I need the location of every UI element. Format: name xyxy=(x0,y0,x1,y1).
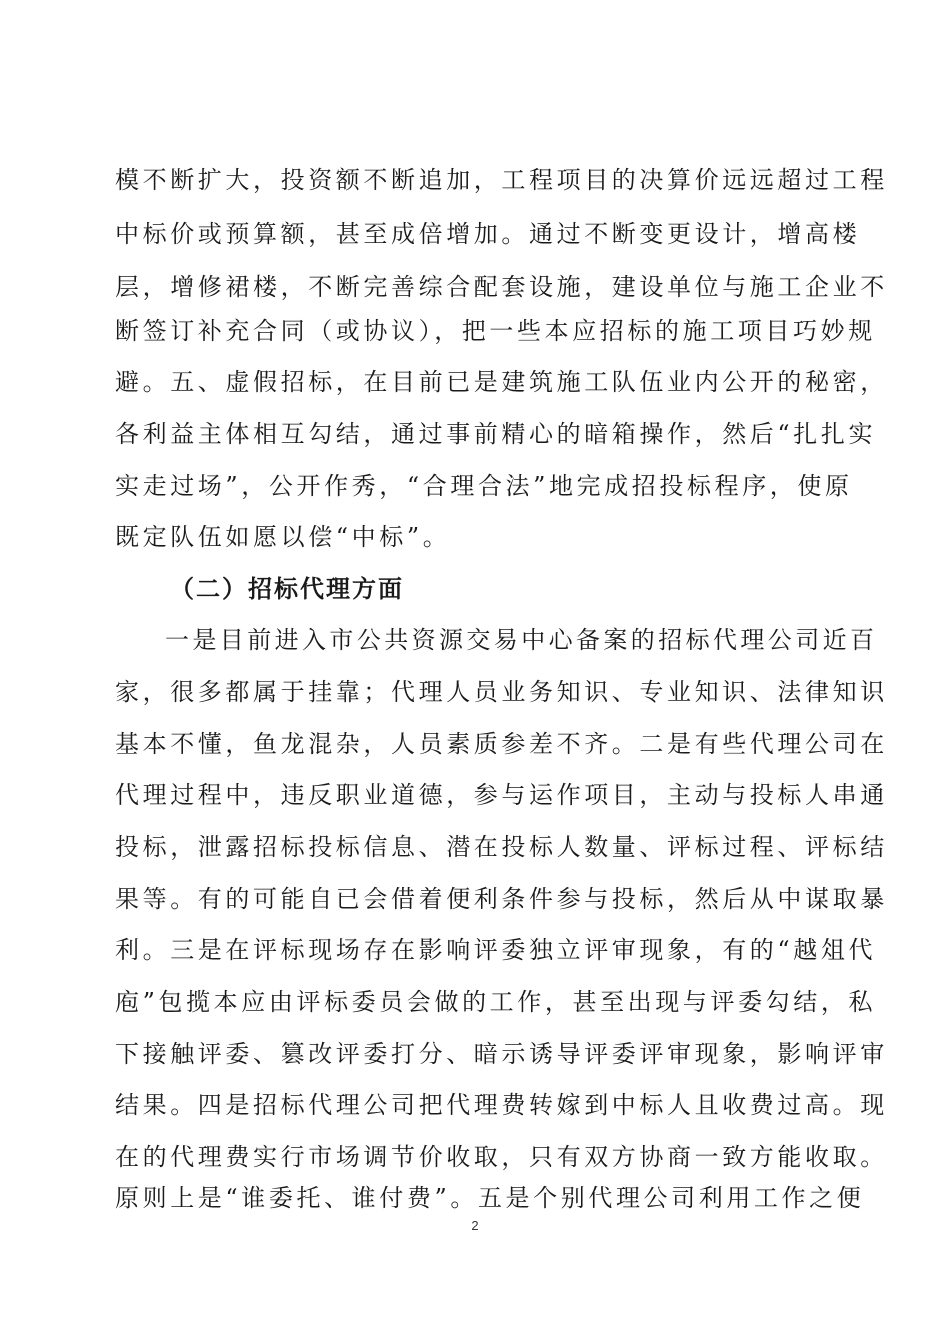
body-text-line: 投标，泄露招标投标信息、潜在投标人数量、评标过程、评标结 xyxy=(115,833,888,861)
body-text-line: 庖”包揽本应由评标委员会做的工作，甚至出现与评委勾结，私 xyxy=(115,988,877,1016)
body-text-line: 中标价或预算额，甚至成倍增加。通过不断变更设计，增高楼 xyxy=(115,220,861,248)
body-text-line: 模不断扩大，投资额不断追加，工程项目的决算价远远超过工程 xyxy=(115,166,888,194)
section-heading: （二）招标代理方面 xyxy=(170,575,404,603)
body-text-line: 下接触评委、篡改评委打分、暗示诱导评委评审现象，影响评审 xyxy=(115,1040,888,1068)
body-text-line: 各利益主体相互勾结，通过事前精心的暗箱操作，然后“扎扎实 xyxy=(115,420,877,448)
page-number: 2 xyxy=(471,1218,479,1233)
body-text-line: 层，增修裙楼，不断完善综合配套设施，建设单位与施工企业不 xyxy=(115,273,888,301)
body-text-line: 原则上是“谁委托、谁付费”。五是个别代理公司利用工作之便 xyxy=(115,1184,865,1212)
body-text-line: 一是目前进入市公共资源交易中心备案的招标代理公司近百 xyxy=(165,626,878,654)
body-text-line: 既定队伍如愿以偿“中标”。 xyxy=(115,523,451,551)
body-text-line: 在的代理费实行市场调节价收取，只有双方协商一致方能收取。 xyxy=(115,1143,888,1171)
body-text-line: 基本不懂，鱼龙混杂，人员素质参差不齐。二是有些代理公司在 xyxy=(115,730,888,758)
body-text-line: 实走过场”，公开作秀，“合理合法”地完成招投标程序，使原 xyxy=(115,472,853,500)
body-text-line: 果等。有的可能自已会借着便利条件参与投标，然后从中谋取暴 xyxy=(115,885,888,913)
body-text-line: 结果。四是招标代理公司把代理费转嫁到中标人且收费过高。现 xyxy=(115,1091,888,1119)
body-text-line: 家，很多都属于挂靠；代理人员业务知识、专业知识、法律知识 xyxy=(115,678,888,706)
body-text-line: 利。三是在评标现场存在影响评委独立评审现象，有的“越俎代 xyxy=(115,936,877,964)
body-text-line: 断签订补充合同（或协议），把一些本应招标的施工项目巧妙规 xyxy=(115,317,876,345)
body-text-line: 代理过程中，违反职业道德，参与运作项目，主动与投标人串通 xyxy=(115,781,888,809)
body-text-line: 避。五、虚假招标，在目前已是建筑施工队伍业内公开的秘密， xyxy=(115,368,888,396)
